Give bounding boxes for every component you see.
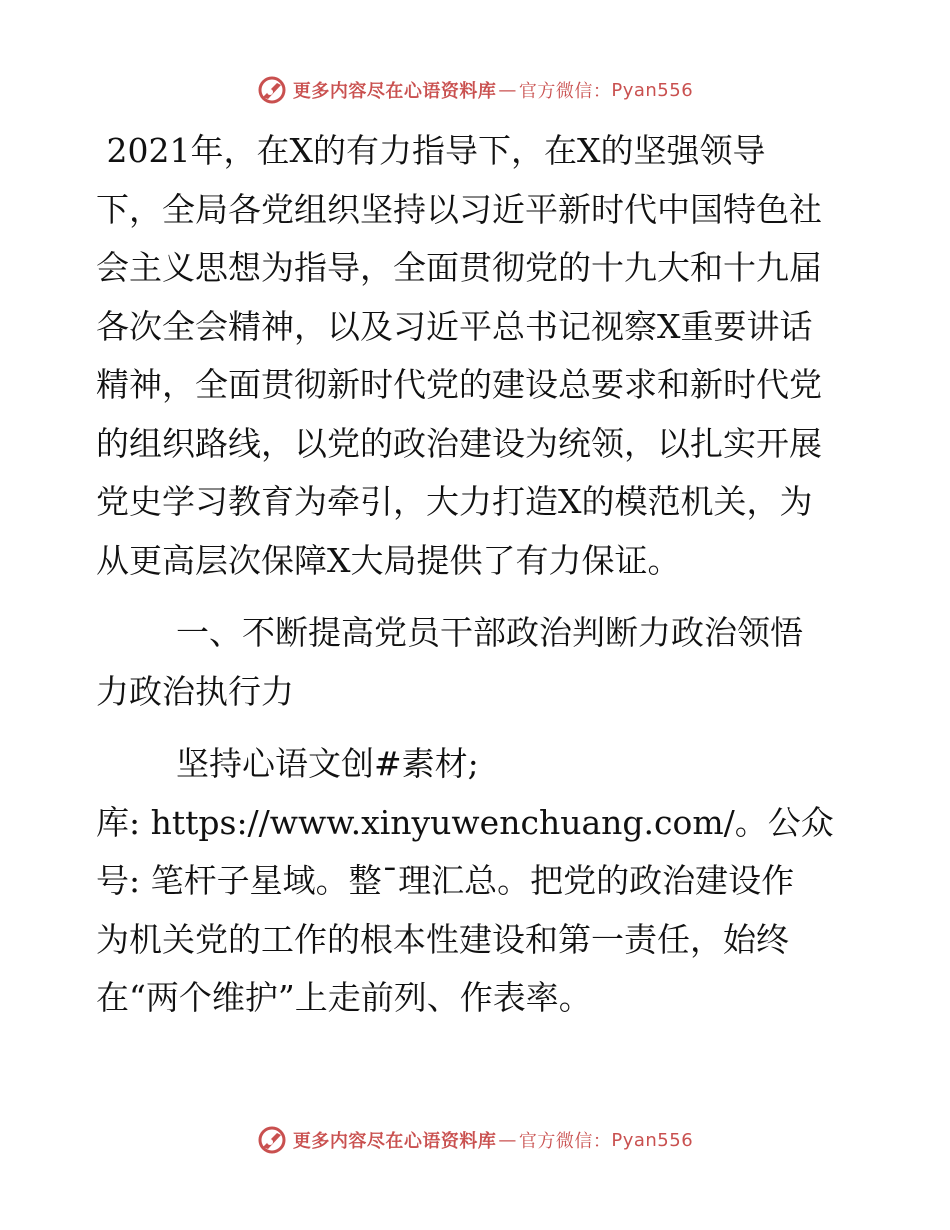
pen-circle-logo-icon [257, 1125, 287, 1155]
watermark-wechat-id: Pyan556 [611, 79, 694, 101]
text-line: 从更高层次保障X大局提供了有力保证。 [96, 540, 681, 580]
text-line: 精神，全面贯彻新时代党的建设总要求和新时代党 [96, 365, 822, 404]
text-line: 各次全会精神，以及习近平总书记视察X重要讲话 [96, 306, 813, 346]
watermark-official-label: 官方微信： [518, 1131, 612, 1152]
text-line: 党史学习教育为牵引，大力打造X的模范机关，为 [96, 482, 813, 521]
text-line: 一、不断提高党员干部政治判断力政治领悟 [176, 613, 803, 652]
document-body [96, 122, 856, 1028]
text-line: 会主义思想为指导，全面贯彻党的十九大和十九届 [96, 248, 822, 287]
section-heading [96, 604, 856, 721]
text-line: 的组织路线，以党的政治建设为统领，以扎实开展 [96, 423, 822, 463]
text-line: 力政治执行力 [96, 671, 294, 711]
footer-watermark [0, 1120, 950, 1160]
pen-circle-logo-icon [257, 75, 287, 105]
text-line: 坚持心语文创#素材; [176, 744, 479, 783]
text-line: 下，全局各党组织坚持以习近平新时代中国特色社 [96, 189, 822, 229]
watermark-brand-text: 更多内容尽在心语资料库 [292, 81, 497, 102]
paragraph-intro [96, 122, 856, 590]
watermark-brand-text: 更多内容尽在心语资料库 [292, 1131, 497, 1152]
watermark-dash: — [498, 1129, 517, 1151]
text-line: 号: 笔杆子星域。整¯理汇总。把党的政治建设作 [96, 861, 795, 900]
text-line: 2021年，在X的有力指导下，在X的坚强领导 [96, 131, 766, 170]
watermark-wechat-id: Pyan556 [611, 1129, 694, 1151]
text-line: 库: https://www.xinyuwenchuang.com/。公众 [96, 802, 834, 842]
paragraph-second [96, 735, 856, 1028]
text-line: 为机关党的工作的根本性建设和第一责任，始终 [96, 919, 789, 959]
watermark-official-label: 官方微信： [518, 81, 612, 102]
watermark-dash: — [498, 79, 517, 101]
header-watermark [0, 70, 950, 110]
text-line: 在“两个维护”上走前列、作表率。 [96, 978, 592, 1017]
